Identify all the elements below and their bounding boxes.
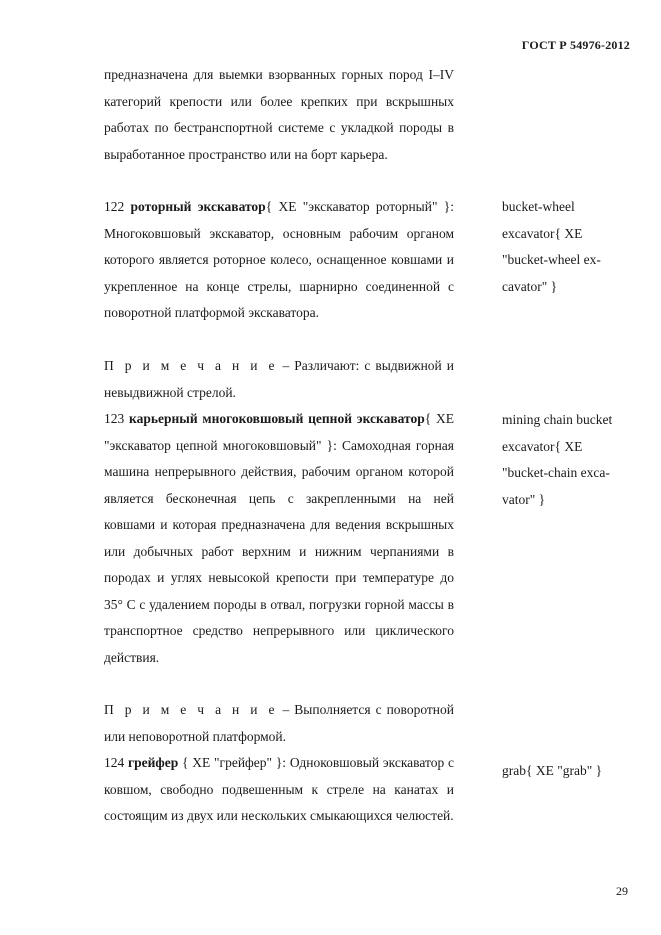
term-column xyxy=(104,62,454,830)
english-line: grab{ XE "grab" } xyxy=(502,763,603,778)
note-label: П р и м е ч а н и е xyxy=(104,358,278,373)
note-paragraph xyxy=(104,353,454,406)
english-line: bucket-wheel xyxy=(502,199,575,214)
term-definition: Одноковшовый экскаватор с ковшом, свободно подвешенным к стреле на канатах и состоящим из двух или нескольких смыкающихся челюстей. xyxy=(104,755,454,823)
page-number: 29 xyxy=(616,884,628,898)
term-name: роторный экскаватор xyxy=(130,199,266,214)
term-name: грейфер xyxy=(128,755,179,770)
term-entry xyxy=(104,194,454,353)
english-equivalent-122 xyxy=(502,194,642,300)
index-field: { XE "грейфер" }: xyxy=(182,755,287,770)
term-name: карьерный многоковшовый цепной экскаватор xyxy=(129,411,425,426)
term-definition: Самоходная горная машина непрерывного действия, рабочим органом которой является бесконечная цепь с закрепленными на ней ковшами и которая предназначена для ведения вскрышных или добычных работ верхним и нижним черпаниями в породах и углях невысокой крепости при температуре до 35° C с удалением породы в отвал, погрузки горной массы в транспортное средство непрерывного или циклического действия. xyxy=(104,437,454,665)
note-label: П р и м е ч а н и е xyxy=(104,702,278,717)
english-line: "bucket-wheel ex- xyxy=(502,252,601,267)
note-text: – Выполняется с поворотной или неповоротной платформой. xyxy=(104,702,454,744)
continuation-paragraph: предназначена для выемки взорванных горных пород I–IV категорий крепости или более крепких при вскрышных работах по бестранспортной системе с укладкой породы в выработанное пространство или на борт карьера. xyxy=(104,67,454,162)
english-line: mining chain bucket xyxy=(502,412,613,427)
english-line: cavator" } xyxy=(502,278,558,294)
term-definition: Многоковшовый экскаватор, основным рабочим органом которого является роторное колесо, оснащенное ковшами и укрепленное на конце стрелы, шарнирно соединенной с поворотной платформой экскаватора. xyxy=(104,225,454,320)
term-entry xyxy=(104,406,454,697)
english-equivalent-124 xyxy=(502,758,642,785)
document-header: ГОСТ Р 54976-2012 xyxy=(521,38,630,52)
english-line: "bucket-chain exca- xyxy=(502,465,610,480)
note-text: – Различают: с выдвижной и невыдвижной стрелой. xyxy=(104,358,454,400)
index-field: { XE "экскаватор цепной многоковшовый" }: xyxy=(104,411,454,453)
english-line: vator" } xyxy=(502,491,546,507)
term-number: 123 xyxy=(104,411,125,426)
english-line: excavator{ XE xyxy=(502,225,583,241)
note-paragraph xyxy=(104,697,454,750)
term-entry xyxy=(104,750,454,830)
english-equivalent-123 xyxy=(502,407,642,513)
english-line: excavator{ XE xyxy=(502,438,583,454)
term-number: 122 xyxy=(104,199,125,214)
term-number: 124 xyxy=(104,755,125,770)
index-field: { XE "экскаватор роторный" }: xyxy=(265,199,454,214)
